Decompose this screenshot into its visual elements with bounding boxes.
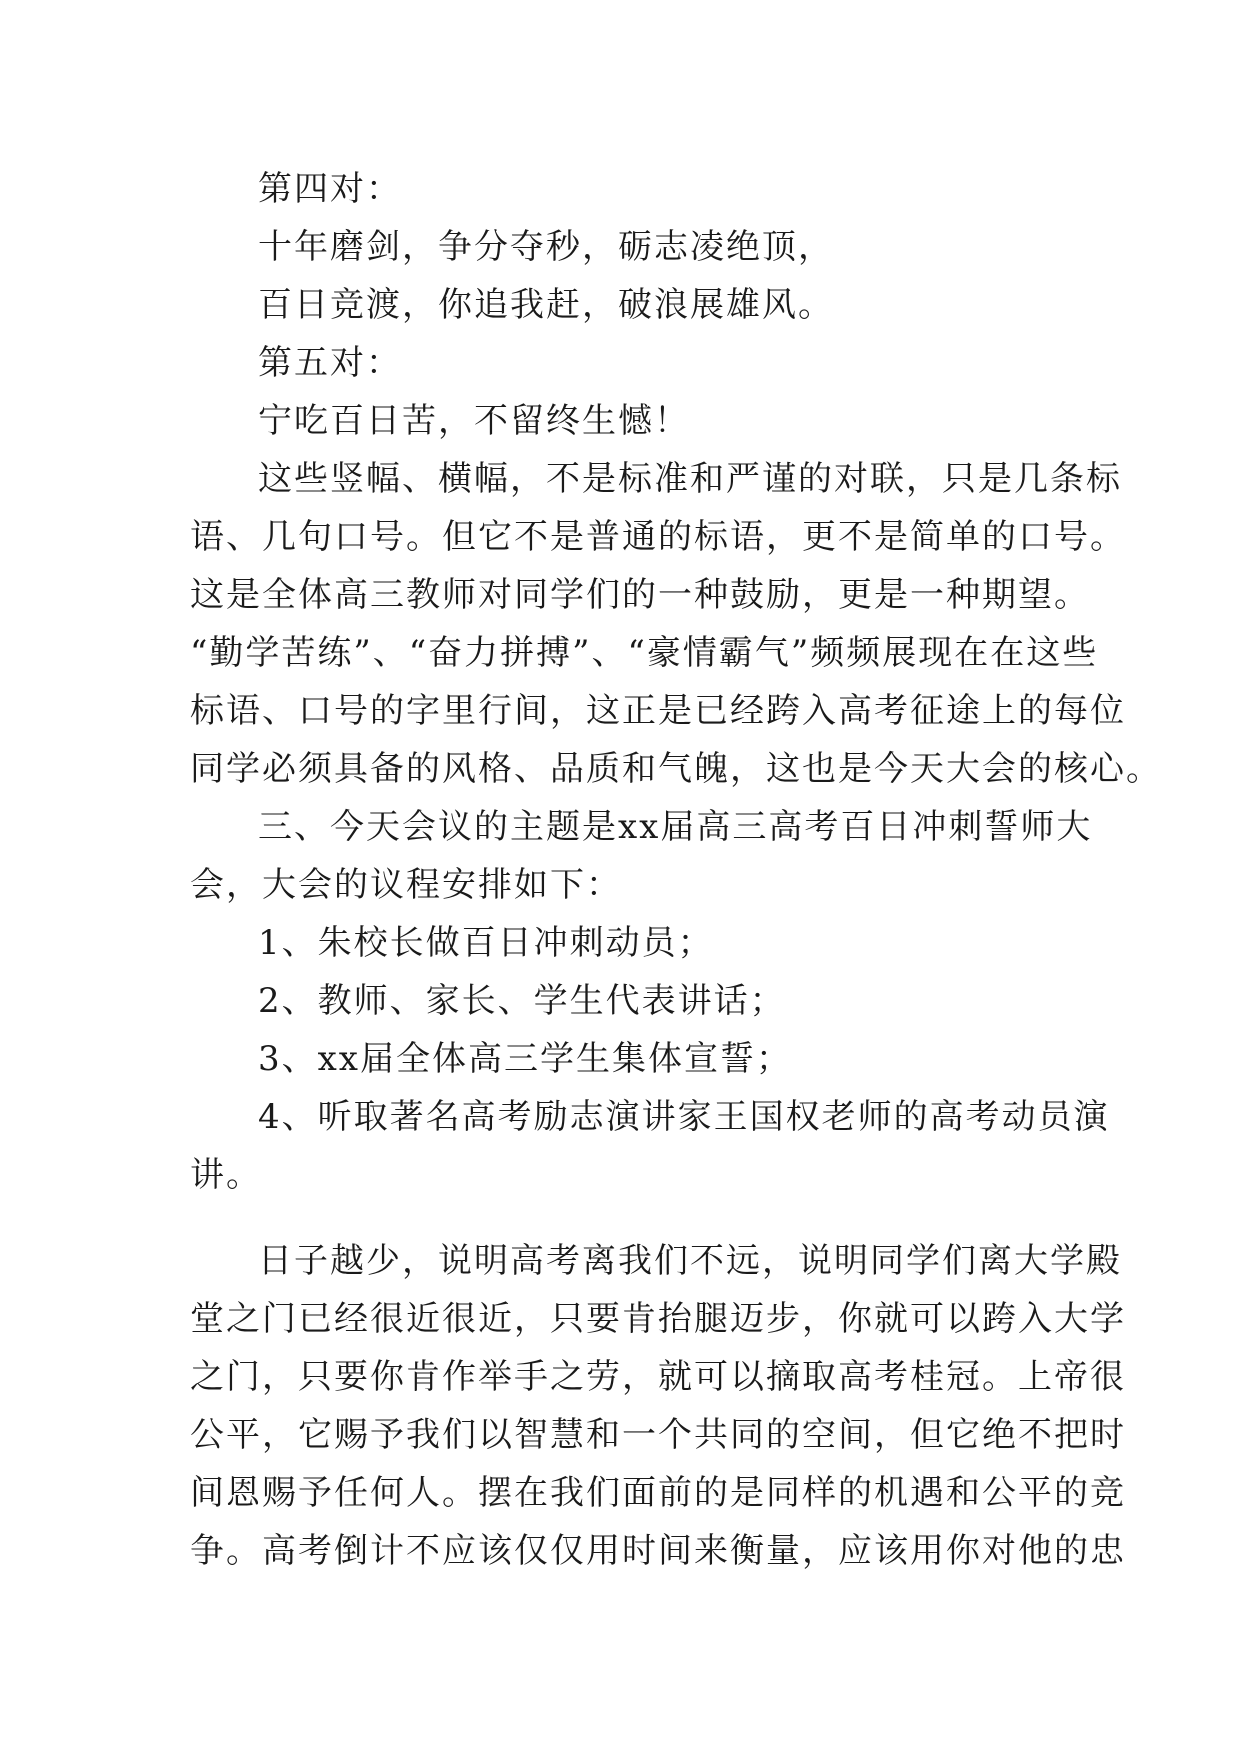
paragraph-gap [190, 1204, 1060, 1232]
text-line: 间恩赐予任何人。摆在我们面前的是同样的机遇和公平的竞 [190, 1473, 1126, 1513]
text-line: 同学必须具备的风格、品质和气魄，这也是今天大会的核心。 [190, 749, 1162, 789]
text-line: 讲。 [190, 1155, 262, 1195]
text-line: 三、今天会议的主题是xx届高三高考百日冲刺誓师大 [258, 807, 1093, 847]
text-line: 争。高考倒计不应该仅仅用时间来衡量，应该用你对他的忠 [190, 1531, 1126, 1571]
text-line: 第四对： [258, 169, 402, 209]
text-line: 会，大会的议程安排如下： [190, 865, 622, 905]
text-line: 4、听取著名高考励志演讲家王国权老师的高考动员演 [258, 1097, 1110, 1137]
text-line: 标语、口号的字里行间，这正是已经跨入高考征途上的每位 [190, 691, 1126, 731]
text-line: 之门，只要你肯作举手之劳，就可以摘取高考桂冠。上帝很 [190, 1357, 1126, 1397]
text-line: 宁吃百日苦，不留终生憾！ [258, 401, 690, 441]
text-line: 这是全体高三教师对同学们的一种鼓励，更是一种期望。 [190, 575, 1090, 615]
text-line: 1、朱校长做百日冲刺动员； [258, 923, 714, 963]
text-line: 日子越少，说明高考离我们不远，说明同学们离大学殿 [258, 1241, 1122, 1281]
text-line: 3、xx届全体高三学生集体宣誓； [258, 1039, 792, 1079]
text-line: 语、几句口号。但它不是普通的标语，更不是简单的口号。 [190, 517, 1126, 557]
text-line: 堂之门已经很近很近，只要肯抬腿迈步，你就可以跨入大学 [190, 1299, 1126, 1339]
text-line: 第五对： [258, 343, 402, 383]
text-line: 十年磨剑，争分夺秒，砺志凌绝顶， [258, 227, 834, 267]
document-body [190, 160, 1162, 1580]
text-line: 公平，它赐予我们以智慧和一个共同的空间，但它绝不把时 [190, 1415, 1126, 1455]
text-line: 这些竖幅、横幅，不是标准和严谨的对联，只是几条标 [258, 459, 1122, 499]
text-line: 百日竞渡，你追我赶，破浪展雄风。 [258, 285, 834, 325]
text-line: 2、教师、家长、学生代表讲话； [258, 981, 786, 1021]
text-line: “勤学苦练”、“奋力拼搏”、“豪情霸气”频频展现在在这些 [190, 633, 1099, 673]
